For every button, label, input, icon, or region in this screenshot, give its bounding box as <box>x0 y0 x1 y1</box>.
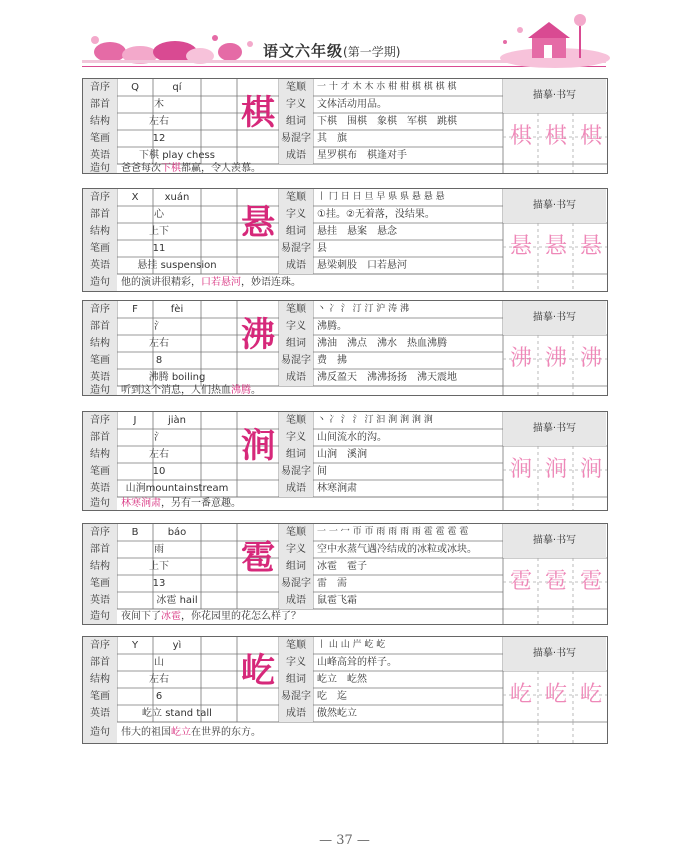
ziyi-value: 山峰高耸的样子。 <box>317 657 397 668</box>
sentence-value <box>121 164 261 173</box>
chengyu-value: 傲然屹立 <box>317 708 357 719</box>
label-bushou: 部首 <box>83 541 117 558</box>
label-ziyi: 字义 <box>279 206 313 223</box>
main-character: 涧 <box>241 426 275 466</box>
sentence-post: 在世界的东方。 <box>191 727 261 738</box>
label-jiegou: 结构 <box>83 446 117 463</box>
main-character: 悬 <box>241 203 275 243</box>
label-yihunzi: 易混字 <box>279 352 313 369</box>
zuci-value: 山涧 溪涧 <box>317 449 367 460</box>
yingyu-value: 沸腾 boiling <box>148 372 206 383</box>
page-title <box>263 40 400 61</box>
label-zaoju: 造句 <box>83 164 117 173</box>
character-card <box>82 411 608 511</box>
sentence-highlight: 林寒涧肃 <box>121 498 161 509</box>
label-ziyi: 字义 <box>279 654 313 671</box>
label-jiegou: 结构 <box>83 113 117 130</box>
label-yihunzi: 易混字 <box>279 130 313 147</box>
label-chengyu: 成语 <box>279 592 313 609</box>
label-zuci: 组词 <box>279 335 313 352</box>
bishun-value: 丨 山 山 屵 屹 屹 <box>317 640 386 650</box>
jiegou-value: 左右 <box>149 116 169 127</box>
label-bushou: 部首 <box>83 96 117 113</box>
sentence-post: 都赢，令人羡慕。 <box>181 163 261 174</box>
label-bishun: 笔顺 <box>279 412 313 429</box>
chengyu-value: 鼠雹飞霜 <box>317 595 357 606</box>
label-yingyu: 英语 <box>83 592 117 609</box>
trace-character: 涧 <box>544 457 567 482</box>
label-chengyu: 成语 <box>279 705 313 722</box>
bushou-value: 心 <box>154 209 164 220</box>
jiegou-value: 左右 <box>149 674 169 685</box>
label-zuci: 组词 <box>279 223 313 240</box>
sentence-highlight: 屹立 <box>171 727 191 738</box>
trace-character: 屹 <box>579 682 602 707</box>
yihunzi-value: 费 拂 <box>317 355 347 366</box>
sentence-highlight: 冰雹 <box>161 611 181 622</box>
trace-header: 描摹·书写 <box>503 189 606 223</box>
bushou-value: 山 <box>154 657 164 668</box>
yinxu-value: J <box>133 415 137 426</box>
sentence-highlight: 口若悬河 <box>201 277 241 288</box>
chengyu-value: 悬梁刺股 口若悬河 <box>317 260 407 271</box>
label-bishun: 笔顺 <box>279 637 313 654</box>
label-ziyi: 字义 <box>279 429 313 446</box>
label-bihua: 笔画 <box>83 463 117 480</box>
label-chengyu: 成语 <box>279 147 313 164</box>
yingyu-value: 山涧mountainstream <box>125 483 229 494</box>
yinxu-value: F <box>132 304 138 315</box>
character-card <box>82 188 608 292</box>
trace-header: 描摹·书写 <box>503 412 606 446</box>
character-card <box>82 300 608 396</box>
ziyi-value: ①挂。②无着落，没结果。 <box>317 209 435 220</box>
trace-character: 屹 <box>544 682 567 707</box>
label-bishun: 笔顺 <box>279 524 313 541</box>
trace-character: 雹 <box>509 569 532 594</box>
label-zuci: 组词 <box>279 113 313 130</box>
ziyi-value: 山间流水的沟。 <box>317 432 387 443</box>
label-bushou: 部首 <box>83 429 117 446</box>
label-jiegou: 结构 <box>83 335 117 352</box>
pinyin-value: yì <box>172 640 182 651</box>
label-jiegou: 结构 <box>83 558 117 575</box>
label-yihunzi: 易混字 <box>279 575 313 592</box>
trace-character: 棋 <box>509 124 532 149</box>
label-yihunzi: 易混字 <box>279 463 313 480</box>
label-chengyu: 成语 <box>279 480 313 497</box>
jiegou-value: 左右 <box>149 338 169 349</box>
label-chengyu: 成语 <box>279 257 313 274</box>
bihua-value: 8 <box>155 355 163 366</box>
label-jiegou: 结构 <box>83 223 117 240</box>
sentence-highlight: 沸腾 <box>231 385 251 396</box>
label-zuci: 组词 <box>279 446 313 463</box>
label-bishun: 笔顺 <box>279 189 313 206</box>
label-zuci: 组词 <box>279 558 313 575</box>
zuci-value: 屹立 屹然 <box>317 674 367 685</box>
bihua-value: 13 <box>152 578 166 589</box>
bishun-value: 丨 冂 日 日 旦 早 県 県 悬 悬 悬 <box>317 192 445 202</box>
jiegou-value: 左右 <box>149 449 169 460</box>
label-yinxu: 音序 <box>83 524 117 541</box>
label-zaoju: 造句 <box>83 722 117 743</box>
pinyin-value: báo <box>167 527 187 538</box>
yinxu-value: Y <box>131 640 139 651</box>
label-yingyu: 英语 <box>83 705 117 722</box>
sentence-pre: 他的演讲很精彩， <box>121 277 201 288</box>
trace-header: 描摹·书写 <box>503 524 606 558</box>
yingyu-value: 下棋 play chess <box>139 150 215 161</box>
sentence-post: ，妙语连珠。 <box>241 277 301 288</box>
bishun-value: 一 十 才 木 木 朩 柑 柑 棋 棋 棋 棋 <box>317 82 457 92</box>
sentence-value <box>121 497 241 510</box>
main-character: 屹 <box>241 651 275 691</box>
trace-character: 雹 <box>544 569 567 594</box>
pinyin-value: qí <box>172 82 182 93</box>
label-bishun: 笔顺 <box>279 79 313 96</box>
bihua-value: 12 <box>152 133 166 144</box>
sentence-highlight: 下棋 <box>161 163 181 174</box>
jiegou-value: 上下 <box>149 226 169 237</box>
label-zaoju: 造句 <box>83 497 117 510</box>
label-jiegou: 结构 <box>83 671 117 688</box>
pinyin-value: jiàn <box>167 415 187 426</box>
label-ziyi: 字义 <box>279 541 313 558</box>
label-yingyu: 英语 <box>83 369 117 386</box>
zuci-value: 悬挂 悬案 悬念 <box>317 226 397 237</box>
ziyi-value: 沸腾。 <box>317 321 347 332</box>
label-yingyu: 英语 <box>83 147 117 164</box>
yinxu-value: Q <box>131 82 139 93</box>
label-bushou: 部首 <box>83 206 117 223</box>
trace-character: 悬 <box>579 234 602 259</box>
chengyu-value: 林寒涧肃 <box>317 483 357 494</box>
label-bishun: 笔顺 <box>279 301 313 318</box>
bihua-value: 11 <box>152 243 166 254</box>
bishun-value: 丶 冫 氵 氵 汀 汩 涧 涧 涧 涧 <box>317 415 433 425</box>
label-bushou: 部首 <box>83 318 117 335</box>
page-number: — 37 — <box>319 833 370 848</box>
sentence-pre: 听到这个消息，人们热血 <box>121 385 231 396</box>
label-bushou: 部首 <box>83 654 117 671</box>
trace-character: 涧 <box>509 457 532 482</box>
character-card <box>82 636 608 744</box>
zuci-value: 下棋 围棋 象棋 军棋 跳棋 <box>317 116 457 127</box>
label-bihua: 笔画 <box>83 575 117 592</box>
yihunzi-value: 吃 迄 <box>317 691 347 702</box>
bishun-value: 丶 冫 氵 汀 汀 沪 涛 沸 <box>317 304 410 314</box>
label-bihua: 笔画 <box>83 240 117 257</box>
label-bihua: 笔画 <box>83 130 117 147</box>
character-card <box>82 78 608 174</box>
label-bihua: 笔画 <box>83 688 117 705</box>
label-yingyu: 英语 <box>83 480 117 497</box>
label-yinxu: 音序 <box>83 637 117 654</box>
label-yinxu: 音序 <box>83 79 117 96</box>
bishun-value: 一 一 冖 帀 帀 雨 雨 雨 雨 雹 雹 雹 雹 <box>317 527 469 537</box>
label-zaoju: 造句 <box>83 609 117 624</box>
ziyi-value: 文体活动用品。 <box>317 99 387 110</box>
yihunzi-value: 雷 需 <box>317 578 347 589</box>
yinxu-value: X <box>131 192 139 203</box>
sentence-post: ，你花园里的花怎么样了？ <box>181 611 301 622</box>
bushou-value: 氵 <box>154 432 164 443</box>
sentence-post: ，另有一番意趣。 <box>161 498 241 509</box>
sentence-value <box>121 274 301 291</box>
yihunzi-value: 县 <box>317 243 327 254</box>
label-yingyu: 英语 <box>83 257 117 274</box>
label-ziyi: 字义 <box>279 96 313 113</box>
bihua-value: 10 <box>152 466 166 477</box>
sentence-pre: 爸爸每次 <box>121 163 161 174</box>
sentence-value <box>121 722 261 743</box>
sentence-post: 。 <box>251 385 261 396</box>
trace-character: 雹 <box>579 569 602 594</box>
book-term: (第一学期) <box>343 45 401 59</box>
trace-character: 悬 <box>509 234 532 259</box>
label-zaoju: 造句 <box>83 274 117 291</box>
label-ziyi: 字义 <box>279 318 313 335</box>
sentence-pre: 夜间下了 <box>121 611 161 622</box>
trace-character: 沸 <box>544 346 567 371</box>
character-card <box>82 523 608 625</box>
bihua-value: 6 <box>155 691 163 702</box>
pinyin-value: fèi <box>170 304 184 315</box>
chengyu-value: 沸反盈天 沸沸扬扬 沸天震地 <box>317 372 457 383</box>
trace-character: 涧 <box>579 457 602 482</box>
bushou-value: 氵 <box>154 321 164 332</box>
label-bihua: 笔画 <box>83 352 117 369</box>
trace-character: 屹 <box>509 682 532 707</box>
trace-header: 描摹·书写 <box>503 79 606 113</box>
trace-character: 悬 <box>544 234 567 259</box>
yingyu-value: 悬挂 suspension <box>137 260 217 271</box>
label-yinxu: 音序 <box>83 301 117 318</box>
yingyu-value: 屹立 stand tall <box>142 708 212 719</box>
label-yinxu: 音序 <box>83 189 117 206</box>
zuci-value: 冰雹 雹子 <box>317 561 367 572</box>
sentence-value <box>121 609 301 624</box>
label-chengyu: 成语 <box>279 369 313 386</box>
yingyu-value: 冰雹 hail <box>156 595 198 606</box>
trace-header: 描摹·书写 <box>503 301 606 335</box>
yihunzi-value: 间 <box>317 466 327 477</box>
trace-header: 描摹·书写 <box>503 637 606 671</box>
main-character: 沸 <box>241 315 275 355</box>
jiegou-value: 上下 <box>149 561 169 572</box>
sentence-pre: 伟大的祖国 <box>121 727 171 738</box>
trace-character: 棋 <box>579 124 602 149</box>
label-zuci: 组词 <box>279 671 313 688</box>
ziyi-value: 空中水蒸气遇冷结成的冰粒或冰块。 <box>317 544 477 555</box>
main-character: 雹 <box>241 538 275 578</box>
main-character: 棋 <box>241 93 275 133</box>
trace-character: 棋 <box>544 124 567 149</box>
label-yinxu: 音序 <box>83 412 117 429</box>
label-yihunzi: 易混字 <box>279 688 313 705</box>
label-zaoju: 造句 <box>83 386 117 395</box>
chengyu-value: 星罗棋布 棋逢对手 <box>317 150 407 161</box>
bushou-value: 木 <box>154 99 164 110</box>
page-header <box>0 0 689 78</box>
yinxu-value: B <box>131 527 139 538</box>
yihunzi-value: 其 旗 <box>317 133 347 144</box>
zuci-value: 沸油 沸点 沸水 热血沸腾 <box>317 338 447 349</box>
book-title: 语文六年级 <box>263 42 344 60</box>
pinyin-value: xuán <box>164 192 190 203</box>
label-yihunzi: 易混字 <box>279 240 313 257</box>
trace-character: 沸 <box>509 346 532 371</box>
trace-character: 沸 <box>579 346 602 371</box>
bushou-value: 雨 <box>154 544 164 555</box>
sentence-value <box>121 386 261 395</box>
header-decoration <box>0 0 689 78</box>
